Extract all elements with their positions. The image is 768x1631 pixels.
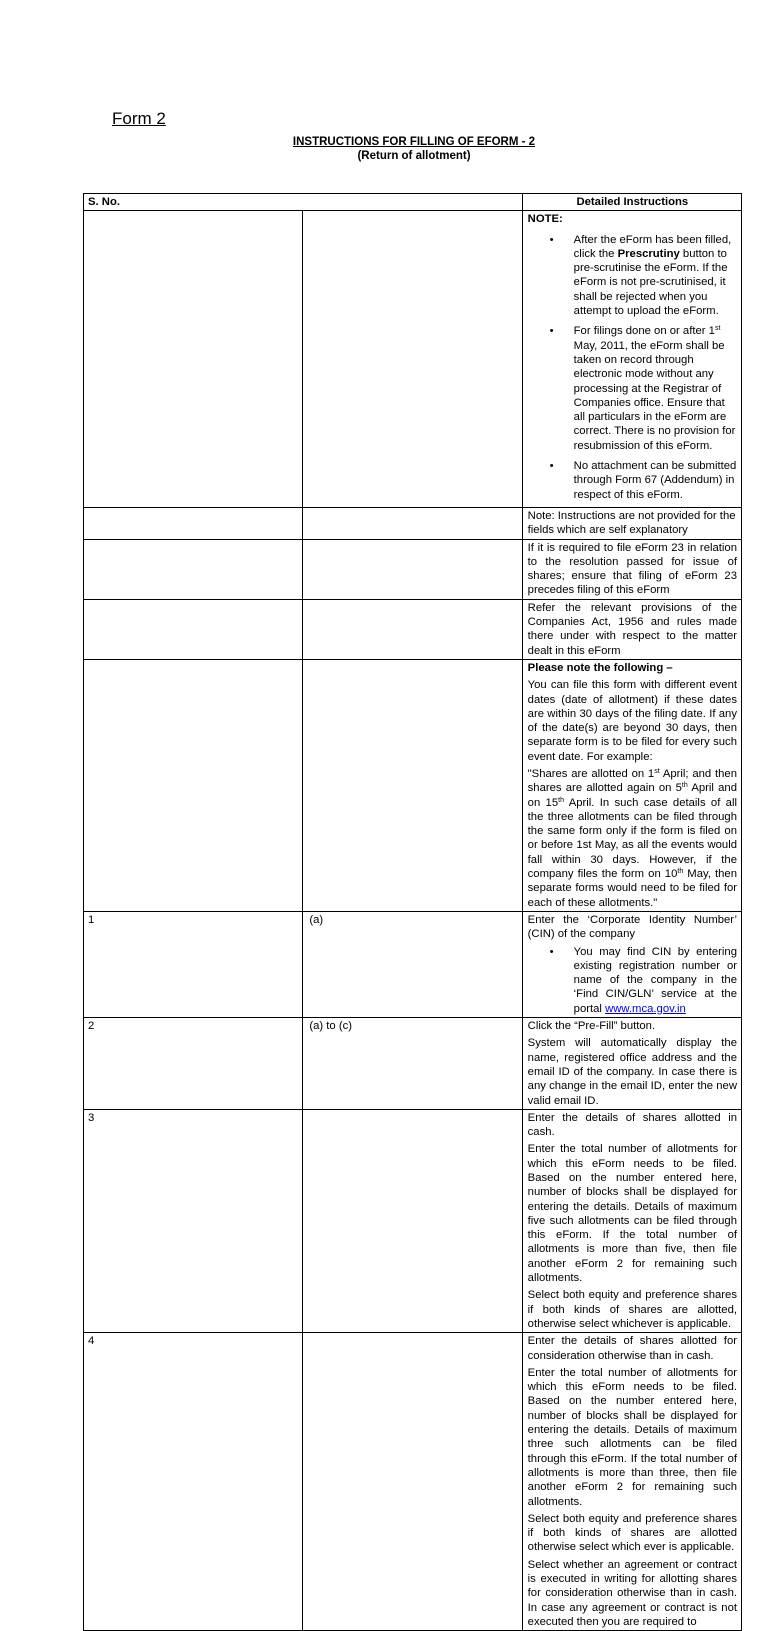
please-note-cell (522, 659, 741, 911)
table-row (84, 1018, 742, 1110)
table-row (84, 911, 742, 1017)
form-title: Form 2 (112, 109, 166, 128)
cin-instruction: Enter the ‘Corporate Identity Number’ (CIN) of the company • You may find CIN by entering existing registration number or name of the company in the ‘Find CIN/GLN’ service at the portal www.mca.gov.in (522, 911, 741, 1017)
prefill-instruction: Click the “Pre-Fill” button. System will automatically display the name, registered office address and the email ID of the company. In case there is any change in the email ID, enter the new valid email ID. (522, 1018, 741, 1110)
row-number: 2 (84, 1018, 303, 1110)
table-row (84, 659, 742, 911)
table-header-row (84, 194, 742, 211)
instructions-table (83, 193, 742, 1631)
self-explanatory-note: Note: Instructions are not provided for the fields which are self explanatory (522, 507, 741, 539)
prescrutiny-term: Prescrutiny (617, 247, 680, 260)
note-list (528, 233, 737, 502)
row-number: 1 (84, 911, 303, 1017)
row-sub-number: (a) to (c) (303, 1018, 522, 1110)
list-item: • After the eForm has been filled, click the Prescrutiny button to pre-scrutinise the eForm. If the eForm is not pre-scrutinised, it shall be rejected when you attempt to upload the eForm. (528, 233, 737, 319)
note-cell (522, 211, 741, 508)
provisions-instruction: Refer the relevant provisions of the Companies Act, 1956 and rules made there under with respect to the matter dealt in this eForm (522, 599, 741, 659)
note-label: NOTE: (527, 213, 563, 226)
column-header-sno: S. No. (84, 194, 523, 211)
list-item: • You may find CIN by entering existing registration number or name of the company in the ‘Find CIN/GLN’ service at the portal www.mca.gov.in (528, 945, 737, 1016)
document-subheading: (Return of allotment) (357, 150, 471, 162)
non-cash-allotment-instruction: Enter the details of shares allotted for consideration otherwise than in cash. Enter the total number of allotments for which this eForm needs to be filed. Based on the number entered here, number of blocks shall be displayed for entering the details. Details of maximum three such allotments can be filed through this eForm. If the total number of allotments is more than three, then file another eForm 2 for remaining such allotments. Select both equity and preference shares if both kinds of shares are allotted otherwise select which ever is applicable. Select whether an agreement or contract is executed in writing for allotting shares for consideration otherwise than in cash. In case any agreement or contract is not executed then you are required to (522, 1333, 741, 1631)
list-item: • For filings done on or after 1st May, 2011, the eForm shall be taken on record through electronic mode without any processing at the Registrar of Companies office. Ensure that all particulars in the eForm are correct. There is no provision for resubmission of this eForm. (528, 324, 737, 453)
table-row (84, 1109, 742, 1332)
row-sub-number: (a) (303, 911, 522, 1017)
table-row (84, 507, 742, 539)
table-row (84, 599, 742, 659)
row-number: 3 (84, 1109, 303, 1332)
please-note-label: Please note the following – (527, 661, 673, 674)
list-item: • No attachment can be submitted through Form 67 (Addendum) in respect of this eForm. (528, 459, 737, 502)
row-number: 4 (84, 1333, 303, 1631)
table-row (84, 1333, 742, 1631)
please-note-paragraph: You can file this form with different event dates (date of allotment) if these dates are within 30 days of the filing date. If any of the date(s) are beyond 30 days, then separate form is to be filed for every such event date. For example: (527, 679, 737, 763)
example-quote: "Shares are allotted on 1st April; and then shares are allotted again on 5th April and on 15th April. In such case details of all the three allotments can be filed through the same form only if the form is filed on or before 1st May, as all the events would fall within 30 days. However, if the company files the form on 10th May, then separate forms would need to be filed for each of these allotments." (527, 767, 737, 909)
document-heading: INSTRUCTIONS FOR FILLING OF EFORM - 2 (292, 136, 536, 148)
mca-portal-link[interactable]: www.mca.gov.in (605, 1002, 686, 1015)
table-row (84, 539, 742, 599)
cash-allotment-instruction: Enter the details of shares allotted in cash. Enter the total number of allotments for which this eForm needs to be filed. Based on the number entered here, number of blocks shall be displayed for entering the details. Details of maximum five such allotments can be filed through this eForm. If the total number of allotments is more than five, then file another eForm 2 for remaining such allotments. Select both equity and preference shares if both kinds of shares are allotted, otherwise select whichever is applicable. (522, 1109, 741, 1332)
column-header-details: Detailed Instructions (522, 194, 741, 211)
table-row (84, 211, 742, 508)
eform23-instruction: If it is required to file eForm 23 in relation to the resolution passed for issue of shares; ensure that filing of eForm 23 precedes filing of this eForm (522, 539, 741, 599)
